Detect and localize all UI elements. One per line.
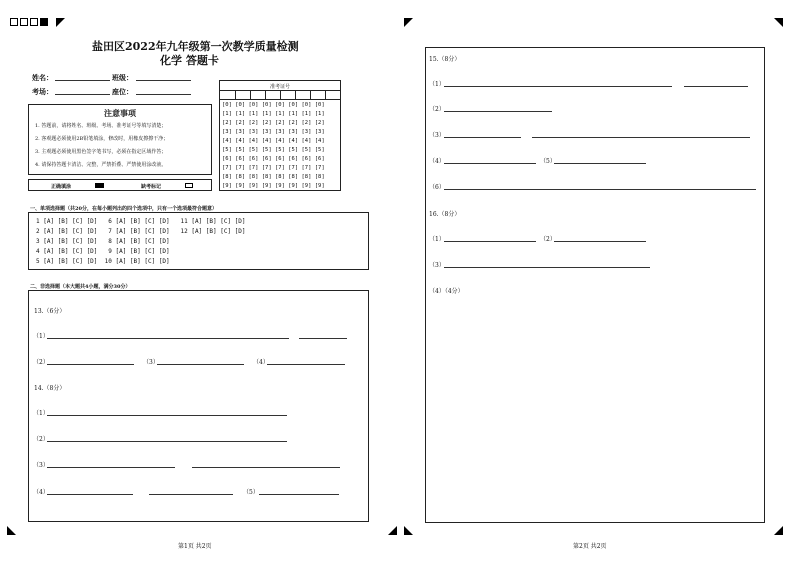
corner-triangle-icon xyxy=(56,18,65,27)
corner-triangle-icon xyxy=(404,526,413,535)
fill-correct-label: 正确填涂 xyxy=(51,184,72,190)
mc-answer-box xyxy=(28,212,369,270)
answer-line[interactable] xyxy=(47,415,287,416)
line-label: （3） xyxy=(429,132,445,139)
answer-line[interactable] xyxy=(532,137,750,138)
answer-line[interactable] xyxy=(47,364,134,365)
mc-row[interactable]: 4 [A] [B] [C] [D] 9 [A] [B] [C] [D] xyxy=(36,248,170,255)
question-14-label: 14.（8分） xyxy=(34,385,66,392)
digit-row[interactable]: [5] [5] [5] [5] [5] [5] [5] [5] xyxy=(222,147,325,153)
answer-line[interactable] xyxy=(299,338,347,339)
question-16-label: 16.（8分） xyxy=(429,211,461,218)
name-label: 姓名： xyxy=(32,73,53,82)
notice-box xyxy=(28,104,212,175)
answer-line[interactable] xyxy=(554,163,646,164)
digit-row[interactable]: [2] [2] [2] [2] [2] [2] [2] [2] xyxy=(222,120,325,126)
digit-row[interactable]: [0] [0] [0] [0] [0] [0] [0] [0] xyxy=(222,102,325,108)
corner-triangle-icon xyxy=(774,18,783,27)
exam-subtitle: 化学 答题卡 xyxy=(160,54,219,67)
notice-item: 3. 主观题必须使用黑色签字笔书写，必须在指定区域作答； xyxy=(35,149,167,155)
class-label: 班级： xyxy=(112,73,133,82)
line-label: （5） xyxy=(540,158,556,165)
line-label: （2） xyxy=(33,359,49,366)
answer-line[interactable] xyxy=(47,441,287,442)
exam-number-label: 准考证号 xyxy=(269,84,290,90)
notice-heading: 注意事项 xyxy=(104,108,136,118)
answer-line[interactable] xyxy=(444,86,672,87)
mc-row[interactable]: 3 [A] [B] [C] [D] 8 [A] [B] [C] [D] xyxy=(36,238,170,245)
filled-sample xyxy=(95,183,104,188)
section-1-heading: 一、单项选择题（共20分，在每小题列出的四个选项中，只有一个选项最符合题意） xyxy=(30,206,217,212)
answer-line[interactable] xyxy=(47,494,133,495)
line-label: （4） xyxy=(429,158,445,165)
notice-item: 2. 客观题必须使用2B铅笔填涂，修改时，用橡皮擦擦干净； xyxy=(35,136,169,142)
digit-row[interactable]: [7] [7] [7] [7] [7] [7] [7] [7] xyxy=(222,165,325,171)
missing-mark-box[interactable] xyxy=(185,183,193,188)
square-mark xyxy=(10,18,18,26)
digit-row[interactable]: [9] [9] [9] [9] [9] [9] [9] [9] xyxy=(222,183,325,189)
answer-line[interactable] xyxy=(444,267,650,268)
corner-triangle-icon xyxy=(774,526,783,535)
missing-mark-label: 缺考标记 xyxy=(141,184,162,190)
question-16-part-4-label: （4）（4分） xyxy=(429,288,464,295)
line-label: （3） xyxy=(33,462,49,469)
line-label: （4） xyxy=(253,359,269,366)
exam-number-grid xyxy=(219,80,341,191)
line-label: （2） xyxy=(429,106,445,113)
digit-row[interactable]: [3] [3] [3] [3] [3] [3] [3] [3] xyxy=(222,129,325,135)
notice-item: 1. 答题前，请将姓名、班级、考场、准考证号等填写清楚； xyxy=(35,123,167,129)
answer-line[interactable] xyxy=(47,338,289,339)
square-mark-filled xyxy=(40,18,48,26)
seat-field[interactable] xyxy=(136,94,191,95)
answer-line[interactable] xyxy=(444,241,536,242)
digit-row[interactable]: [4] [4] [4] [4] [4] [4] [4] [4] xyxy=(222,138,325,144)
line-label: （1） xyxy=(33,333,49,340)
name-field[interactable] xyxy=(55,80,110,81)
fill-example-box xyxy=(28,179,212,191)
answer-line[interactable] xyxy=(157,364,244,365)
corner-triangle-icon xyxy=(388,526,397,535)
square-mark xyxy=(20,18,28,26)
answer-line[interactable] xyxy=(444,163,536,164)
exam-title: 盐田区2022年九年级第一次教学质量检测 xyxy=(92,40,299,53)
line-label: （3） xyxy=(429,262,445,269)
line-label: （1） xyxy=(429,81,445,88)
answer-line[interactable] xyxy=(444,111,552,112)
exam-room-label: 考场： xyxy=(32,87,53,96)
notice-item: 4. 请保持答题卡清洁、完整，严禁折叠、严禁使用涂改液。 xyxy=(35,162,167,168)
square-mark xyxy=(30,18,38,26)
section-2-heading: 二、非选择题（本大题共4小题，满分30分） xyxy=(30,284,131,290)
corner-triangle-icon xyxy=(404,18,413,27)
corner-triangle-icon xyxy=(7,526,16,535)
line-label: （2） xyxy=(33,436,49,443)
seat-label: 座位： xyxy=(112,87,133,96)
answer-line[interactable] xyxy=(554,241,646,242)
mc-row[interactable]: 1 [A] [B] [C] [D] 6 [A] [B] [C] [D] 11 [A] [B] [C] [D] xyxy=(36,218,246,225)
digit-row[interactable]: [1] [1] [1] [1] [1] [1] [1] [1] xyxy=(222,111,325,117)
answer-line[interactable] xyxy=(267,364,345,365)
digit-row[interactable]: [8] [8] [8] [8] [8] [8] [8] [8] xyxy=(222,174,325,180)
line-label: （5） xyxy=(243,489,259,496)
answer-line[interactable] xyxy=(192,467,340,468)
digit-row[interactable]: [6] [6] [6] [6] [6] [6] [6] [6] xyxy=(222,156,325,162)
mc-row[interactable]: 2 [A] [B] [C] [D] 7 [A] [B] [C] [D] 12 [A] [B] [C] [D] xyxy=(36,228,246,235)
answer-line[interactable] xyxy=(684,86,748,87)
line-label: （4） xyxy=(33,489,49,496)
free-answer-box xyxy=(28,290,369,522)
answer-line[interactable] xyxy=(444,189,756,190)
mc-row[interactable]: 5 [A] [B] [C] [D] 10 [A] [B] [C] [D] xyxy=(36,258,170,265)
line-label: （3） xyxy=(143,359,159,366)
class-field[interactable] xyxy=(136,80,191,81)
line-label: （1） xyxy=(429,236,445,243)
answer-line[interactable] xyxy=(47,467,175,468)
page-1-footer: 第1页 共2页 xyxy=(178,543,212,550)
answer-line[interactable] xyxy=(259,494,339,495)
exam-room-field[interactable] xyxy=(55,94,110,95)
answer-line[interactable] xyxy=(149,494,233,495)
line-label: （1） xyxy=(33,410,49,417)
line-label: （6） xyxy=(429,184,445,191)
page-2-footer: 第2页 共2页 xyxy=(573,543,607,550)
answer-line[interactable] xyxy=(444,137,521,138)
line-label: （2） xyxy=(540,236,556,243)
question-13-label: 13.（6分） xyxy=(34,308,66,315)
question-15-label: 15.（8分） xyxy=(429,56,461,63)
page-2-answer-box xyxy=(425,47,765,523)
